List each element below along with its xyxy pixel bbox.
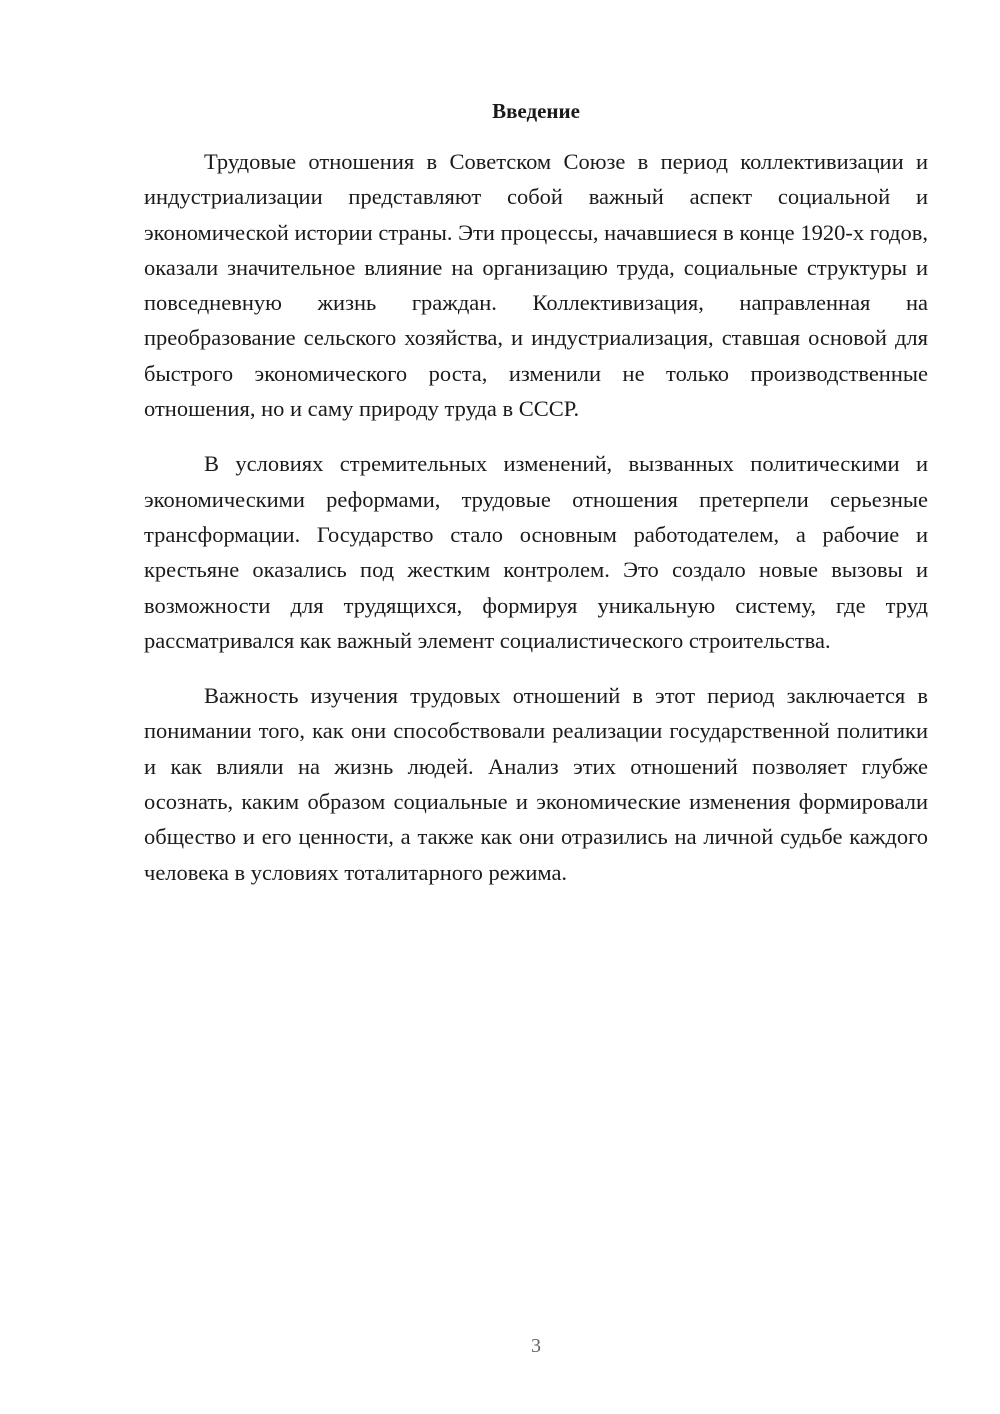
paragraph-3: Важность изучения трудовых отношений в этот период заключается в понимании того, как они способствовали реализации государственной политики и как влияли на жизнь людей. Анализ этих отношений позволяет глубже осознать, каким образом социальные и экономические изменения формировали общество и его ценности, а также как они отразились на личной судьбе каждого человека в условиях тоталитарного режима. bbox=[144, 683, 928, 885]
paragraph-1: Трудовые отношения в Советском Союзе в период коллективизации и индустриализации представляют собой важный аспект социальной и экономической истории страны. Эти процессы, начавшиеся в конце 1920-х годов, оказали значительное влияние на организацию труда, социальные структуры и повседневную жизнь граждан. Коллективизация, направленная на преобразование сельского хозяйства, и индустриализация, ставшая основой для быстрого экономического роста, изменили не только производственные отношения, но и саму природу труда в СССР. bbox=[144, 149, 928, 422]
section-heading: Введение bbox=[492, 99, 580, 123]
body-text bbox=[144, 144, 928, 910]
page-number: 3 bbox=[531, 1335, 541, 1357]
paragraph-2: В условиях стремительных изменений, вызванных политическими и экономическими реформами, трудовые отношения претерпели серьезные трансформации. Государство стало основным работодателем, а рабочие и крестьяне оказались под жестким контролем. Это создало новые вызовы и возможности для трудящихся, формируя уникальную систему, где труд рассматривался как важный элемент социалистического строительства. bbox=[144, 451, 928, 653]
